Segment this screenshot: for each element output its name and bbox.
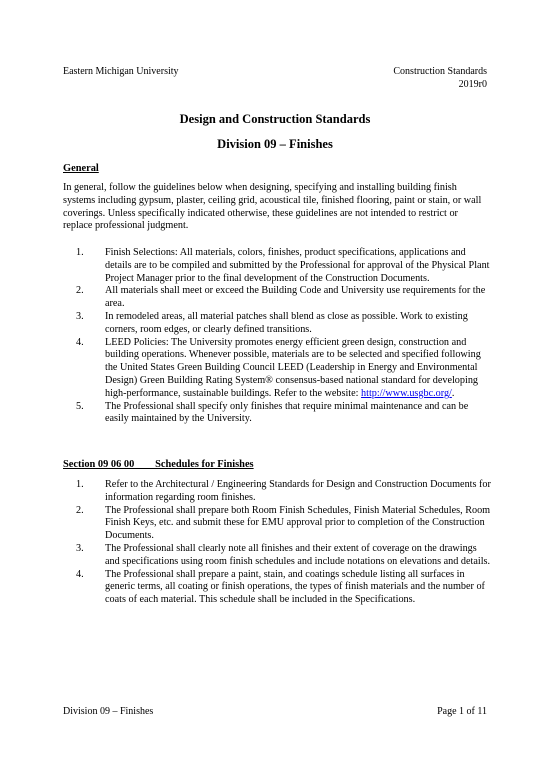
list-item bbox=[63, 285, 493, 311]
list-item-number: 3. bbox=[76, 542, 84, 554]
list-item-text: The Professional shall prepare both Room Finish Schedules, Finish Material Schedules, Room Finish Keys, etc. and submit these for EMU approval prior to completion of the Construction Documents. bbox=[105, 504, 491, 542]
general-list bbox=[63, 247, 493, 426]
header-standards bbox=[393, 66, 487, 91]
list-item-number: 5. bbox=[76, 400, 84, 412]
general-heading: General bbox=[63, 163, 99, 174]
list-item bbox=[63, 505, 493, 543]
list-item-number: 2. bbox=[76, 504, 84, 516]
list-item-number: 1. bbox=[76, 247, 84, 258]
header-revision: 2019r0 bbox=[458, 78, 487, 90]
list-item-text: The Professional shall prepare a paint, stain, and coatings schedule listing all surfaces in generic terms, all coating or finish operations, the types of finish materials and the number of coats of each material. This schedule shall be included in the Specifications. bbox=[105, 568, 485, 606]
usgbc-website-link[interactable]: http://www.usgbc.org/ bbox=[361, 387, 452, 399]
list-item-number: 4. bbox=[76, 336, 84, 348]
general-intro: In general, follow the guidelines below when designing, specifying and installing building finish systems including gypsum, plaster, ceiling grid, acoustical tile, finished flooring, paint or stain, or wall coverings. Unless specifically indicated otherwise, these guidelines are not intended to restrict or replace professional judgment. bbox=[63, 182, 482, 232]
footer-division: Division 09 – Finishes bbox=[63, 706, 154, 717]
document-title: Design and Construction Standards bbox=[179, 112, 371, 126]
list-item bbox=[63, 247, 493, 285]
header-university: Eastern Michigan University bbox=[63, 66, 179, 77]
list-item bbox=[63, 337, 493, 401]
section-heading: Section 09 06 00 Schedules for Finishes bbox=[63, 459, 254, 470]
footer-page-number: Page 1 of 11 bbox=[437, 706, 487, 717]
list-item-text: All materials shall meet or exceed the Building Code and University use requirements for the area. bbox=[105, 285, 486, 310]
list-item-text-end: . bbox=[451, 387, 455, 399]
list-item bbox=[63, 569, 493, 607]
list-item-number: 4. bbox=[76, 568, 84, 580]
list-item-number: 3. bbox=[76, 310, 84, 322]
list-item bbox=[63, 543, 493, 569]
list-item-text: The Professional shall specify only finishes that require minimal maintenance and can be easily maintained by the University. bbox=[105, 400, 469, 425]
list-item-text: The Professional shall clearly note all finishes and their extent of coverage on the drawings and specifications using room finish schedules and include notations on elevations and details. bbox=[105, 542, 491, 567]
division-title: Division 09 – Finishes bbox=[217, 137, 333, 151]
list-item bbox=[63, 479, 493, 505]
list-item bbox=[63, 401, 493, 427]
list-item-text: Refer to the Architectural / Engineering Standards for Design and Construction Documents for information regarding room finishes. bbox=[105, 479, 491, 503]
list-item-text: LEED Policies: The University promotes energy efficient green design, construction and building operations. Whenever possible, materials are to be selected and specified following the United States Green Building Council LEED (Leadership in Energy and Environmental Design) Green Building Rating System® consensus-based national standard for developing high-performance, sustainable buildings. Refer to the website: bbox=[105, 336, 481, 399]
list-item-text: Finish Selections: All materials, colors, finishes, product specifications, applications and details are to be compiled and submitted by the Professional for approval of the Physical Plant Project Manager prior to the final development of the Construction Documents. bbox=[105, 247, 490, 284]
list-item-number: 2. bbox=[76, 285, 84, 297]
list-item-number: 1. bbox=[76, 479, 84, 490]
list-item-text: In remodeled areas, all material patches shall blend as close as possible. Work to existing corners, room edges, or clearly defined transitions. bbox=[105, 310, 468, 335]
header-standards-title: Construction Standards bbox=[393, 66, 487, 77]
section-list bbox=[63, 479, 493, 607]
list-item bbox=[63, 311, 493, 337]
